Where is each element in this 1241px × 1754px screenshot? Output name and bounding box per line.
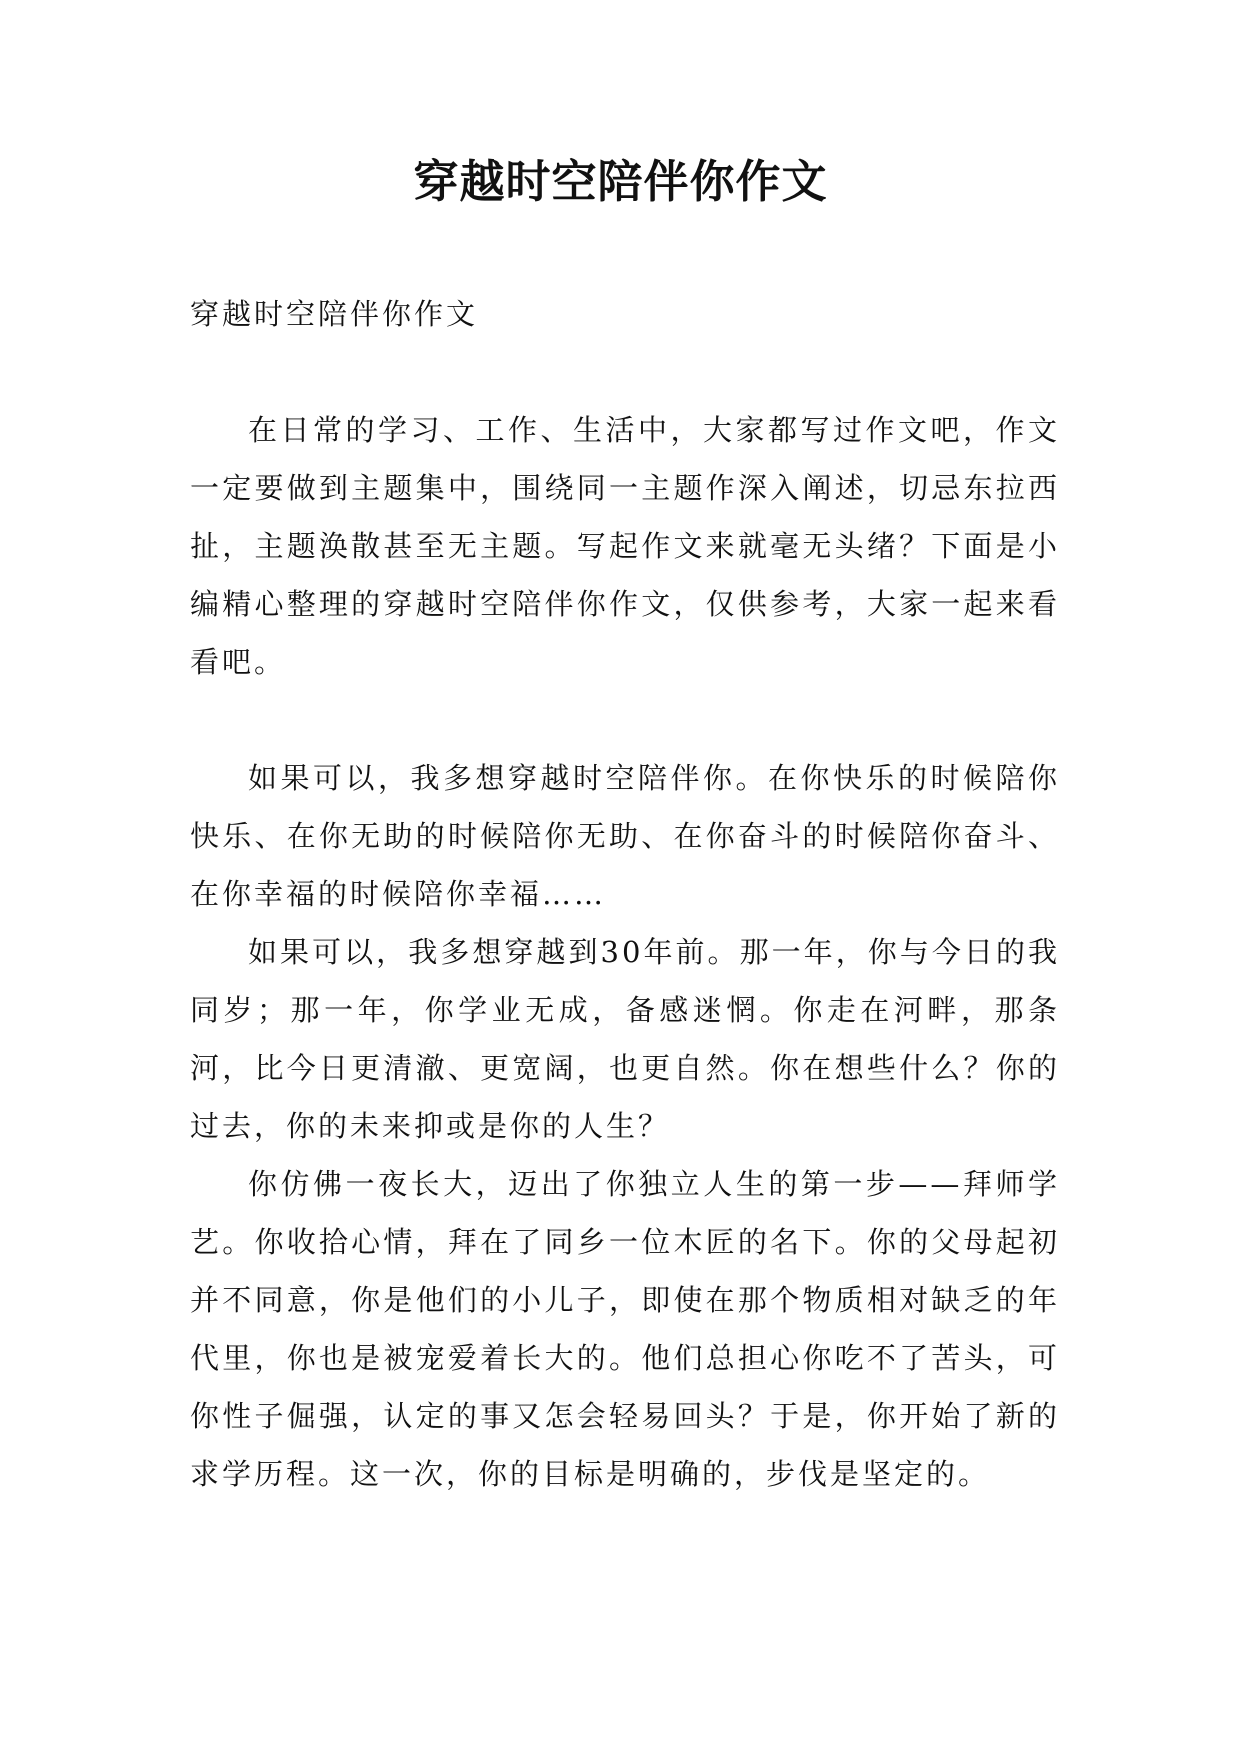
body-paragraph-1: 如果可以，我多想穿越时空陪伴你。在你快乐的时候陪你快乐、在你无助的时候陪你无助、在你奋斗的时候陪你奋斗、在你幸福的时候陪你幸福…… [190, 761, 1060, 911]
body-paragraph-3: 你仿佛一夜长大，迈出了你独立人生的第一步——拜师学艺。你收拾心情，拜在了同乡一位木匠的名下。你的父母起初并不同意，你是他们的小儿子，即使在那个物质相对缺乏的年代里，你也是被宠爱着长大的。他们总担心你吃不了苦头，可你性子倔强，认定的事又怎会轻易回头？于是，你开始了新的求学历程。这一次，你的目标是明确的，步伐是坚定的。 [190, 1167, 1060, 1491]
intro-paragraph: 在日常的学习、工作、生活中，大家都写过作文吧，作文一定要做到主题集中，围绕同一主题作深入阐述，切忌东拉西扯，主题涣散甚至无主题。写起作文来就毫无头绪？下面是小编精心整理的穿越时空陪伴你作文，仅供参考，大家一起来看看吧。 [190, 413, 1060, 679]
document-title: 穿越时空陪伴你作文 [413, 155, 828, 208]
body-paragraph-2: 如果可以，我多想穿越到30年前。那一年，你与今日的我同岁；那一年，你学业无成，备感迷惘。你走在河畔，那条河，比今日更清澈、更宽阔，也更自然。你在想些什么？你的过去，你的未来抑或是你的人生？ [190, 935, 1060, 1143]
document-body [190, 285, 1060, 1503]
paragraph-gap [190, 691, 1060, 749]
document-subtitle: 穿越时空陪伴你作文 [190, 297, 479, 331]
